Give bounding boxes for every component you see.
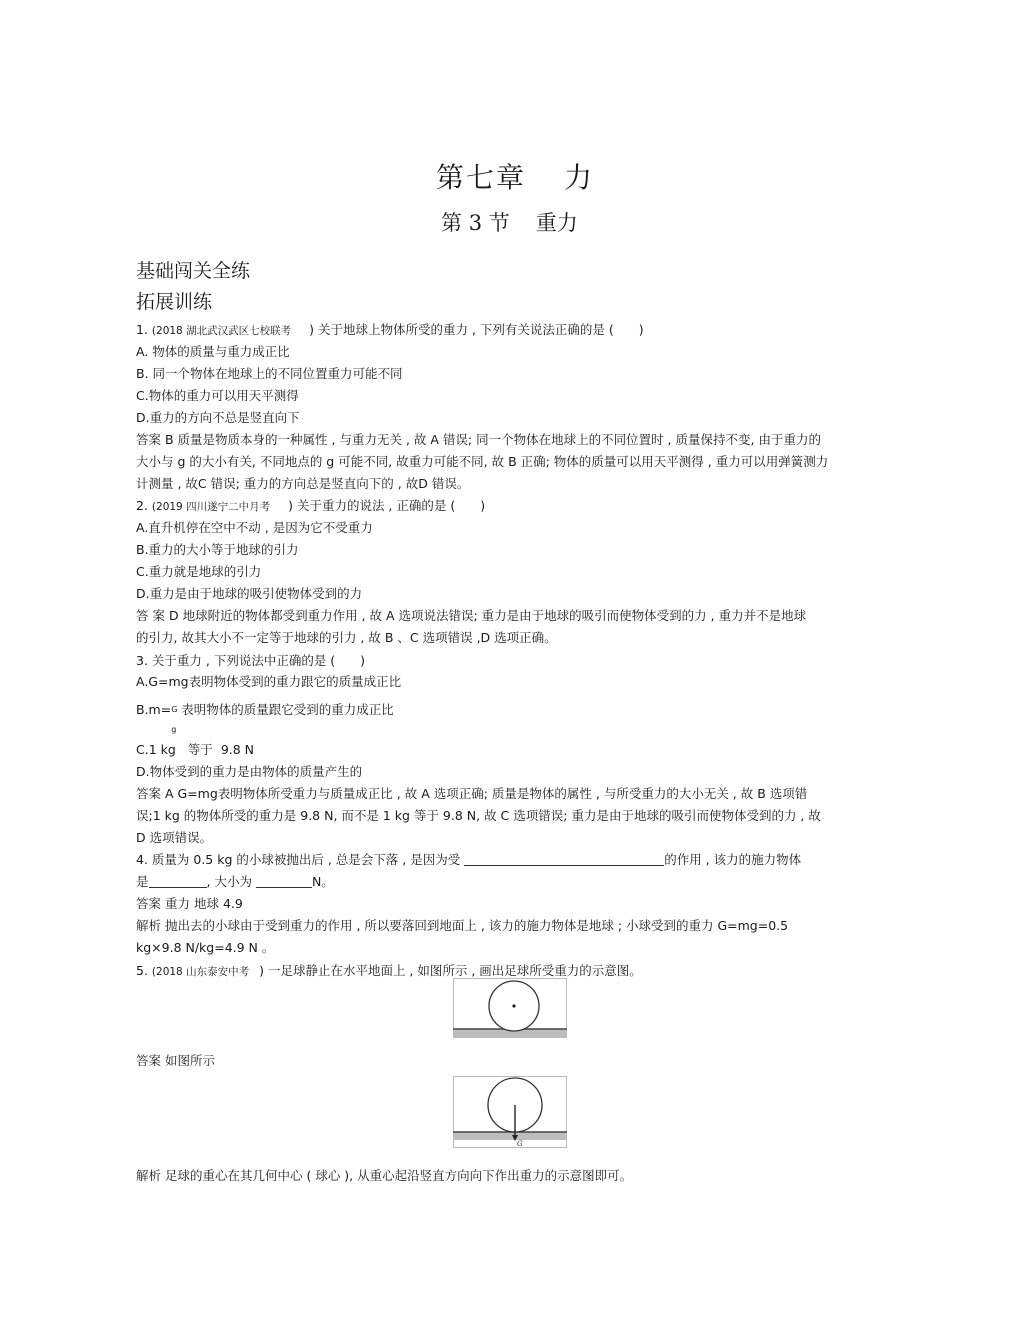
q1-option-c: C.物体的重力可以用天平测得: [136, 388, 299, 403]
q2-stem-line: [136, 496, 485, 514]
q2-answer-line1: [136, 606, 806, 624]
q4-answer-line: [136, 894, 243, 912]
q2-answer-text1: D 地球附近的物体都受到重力作用 , 故 A 选项说法错误; 重力是由于地球的吸引而使物体受到的力 , 重力并不是地球: [168, 608, 807, 623]
q5-answer-text: 如图所示: [165, 1053, 216, 1068]
chapter-label: 第七章: [436, 161, 527, 194]
q3-fraction-numerator: G: [171, 705, 178, 714]
q3-answer-line2: 误;1 kg 的物体所受的重力是 9.8 N, 而不是 1 kg 等于 9.8 N, 故 C 选项错误; 重力是由于地球的吸引而使物体受到的力 , 故: [136, 808, 821, 823]
q3-answer-line1: [136, 784, 807, 802]
q5-stem: 一足球静止在水平地面上 , 如图所示 , 画出足球所受重力的示意图。: [267, 963, 642, 978]
ball-figure: [453, 978, 567, 1038]
q4-analysis-text1: 抛出去的小球由于受到重力的作用 , 所以要落回到地面上 , 该力的施力物体是地球 ; 小球受到的重力 G=mg=0.5: [165, 918, 789, 933]
q5-answer-label: 答案: [136, 1053, 162, 1068]
q2-option-b: B.重力的大小等于地球的引力: [136, 542, 299, 557]
q2-answer-label: 答 案: [136, 608, 165, 623]
q4-analysis-line2: kg×9.8 N/kg=4.9 N 。: [136, 940, 275, 955]
q3-option-a: A.G=mg表明物体受到的重力跟它的质量成正比: [136, 674, 402, 689]
q4-blank-source[interactable]: [149, 873, 207, 888]
chapter-topic: 力: [564, 161, 595, 194]
q3-option-d: D.物体受到的重力是由物体的质量产生的: [136, 764, 363, 779]
q1-answer-line2: 大小与 g 的大小有关, 不同地点的 g 可能不同, 故重力可能不同, 故 B 正确; 物体的质量可以用天平测得 , 重力可以用弹簧测力: [136, 454, 829, 469]
q2-answer-line2: 的引力, 故其大小不一定等于地球的引力 , 故 B 、C 选项错误 ,D 选项正确。: [136, 630, 557, 645]
q1-option-a: A. 物体的质量与重力成正比: [136, 344, 290, 359]
q4-stem-text3: 是: [136, 874, 149, 889]
q4-stem-unit: N。: [311, 874, 334, 889]
q2-option-a: A.直升机停在空中不动 , 是因为它不受重力: [136, 520, 373, 535]
q4-answer-text: 重力 地球 4.9: [165, 896, 243, 911]
q1-answer-line3: 计测量 , 故C 错误; 重力的方向总是竖直向下的 , 故D 错误。: [136, 476, 470, 491]
q3-option-b-text: 表明物体的质量跟它受到的重力成正比: [181, 702, 394, 717]
q3-stem: 3. 关于重力 , 下列说法中正确的是 ( ): [136, 653, 366, 668]
q5-answer-line: [136, 1051, 215, 1069]
q3-option-b: [136, 700, 394, 734]
section-suffix: 节: [488, 211, 510, 235]
q1-option-b: B. 同一个物体在地球上的不同位置重力可能不同: [136, 366, 403, 381]
q2-source: (2019 四川遂宁二中月考: [151, 501, 271, 513]
q2-option-d: D.重力是由于地球的吸引使物体受到的力: [136, 586, 363, 601]
heading-extended: 拓展训练: [136, 291, 213, 313]
q3-option-c-value: 9.8 N: [220, 742, 255, 757]
q5-analysis-line: [136, 1166, 632, 1184]
section-topic: 重力: [535, 211, 578, 235]
section-number: 3: [468, 211, 483, 235]
q3-answer-label: 答案: [136, 786, 162, 801]
q1-stem: 关于地球上物体所受的重力 , 下列有关说法正确的是 ( ): [317, 322, 644, 337]
ball-center: [512, 1004, 515, 1007]
q3-answer-text1: A G=mg表明物体所受重力与质量成正比 , 故 A 选项正确; 质量是物体的属性 , 与所受重力的大小无关 , 故 B 选项错: [165, 786, 808, 801]
q5-source-close: ): [259, 963, 264, 978]
q4-stem-text2: 的作用 , 该力的施力物体: [664, 852, 802, 867]
gravity-figure: [453, 1076, 567, 1148]
q2-stem: 关于重力的说法 , 正确的是 ( ): [296, 498, 486, 513]
q4-blank-magnitude[interactable]: [256, 873, 312, 888]
q1-source: (2018 湖北武汉武区七校联考: [151, 325, 292, 337]
q1-answer-text1: B 质量是物质本身的一种属性 , 与重力无关 , 故 A 错误; 同一个物体在地球上的不同位置时 , 质量保持不变, 由于重力的: [165, 432, 821, 447]
q5-analysis-text: 足球的重心在其几何中心 ( 球心 ), 从重心起沿竖直方向向下作出重力的示意图即可。: [165, 1168, 633, 1183]
q5-analysis-label: 解析: [136, 1168, 162, 1183]
q3-option-b-prefix: B.m=: [136, 702, 172, 717]
q4-stem-text4: , 大小为: [206, 874, 252, 889]
section-title: [441, 207, 578, 237]
q1-source-close: ): [309, 322, 314, 337]
heading-basic: 基础闯关全练: [136, 260, 251, 282]
q4-stem-line2: [136, 872, 334, 890]
q4-analysis-label: 解析: [136, 918, 162, 933]
q2-source-close: ): [288, 498, 293, 513]
q2-number: 2.: [136, 498, 148, 513]
q3-option-c: [136, 740, 254, 758]
q1-answer-line1: [136, 430, 821, 448]
q1-answer-label: 答案: [136, 432, 162, 447]
q2-option-c: C.重力就是地球的引力: [136, 564, 262, 579]
chapter-title: [436, 156, 594, 196]
q1-number: 1.: [136, 322, 148, 337]
section-prefix: 第: [441, 211, 462, 235]
q5-number: 5.: [136, 963, 148, 978]
ground-hatch: [454, 1132, 566, 1140]
q1-stem-line: [136, 320, 644, 338]
q3-answer-line3: D 选项错误。: [136, 830, 213, 845]
q5-source: (2018 山东泰安中考: [151, 966, 250, 978]
q3-fraction-denominator: g: [171, 725, 177, 734]
q5-stem-line: [136, 961, 642, 979]
q1-option-d: D.重力的方向不总是竖直向下: [136, 410, 300, 425]
gravity-label: G: [517, 1140, 523, 1148]
q3-option-c-mid: 等于: [187, 742, 213, 757]
q4-analysis-line1: [136, 916, 788, 934]
q3-option-c-prefix: C.1 kg: [136, 742, 176, 757]
q4-blank-force[interactable]: [464, 851, 664, 866]
q4-stem-text1: 4. 质量为 0.5 kg 的小球被抛出后 , 总是会下落 , 是因为受: [136, 852, 461, 867]
q4-stem-line1: [136, 850, 801, 868]
q4-answer-label: 答案: [136, 896, 162, 911]
